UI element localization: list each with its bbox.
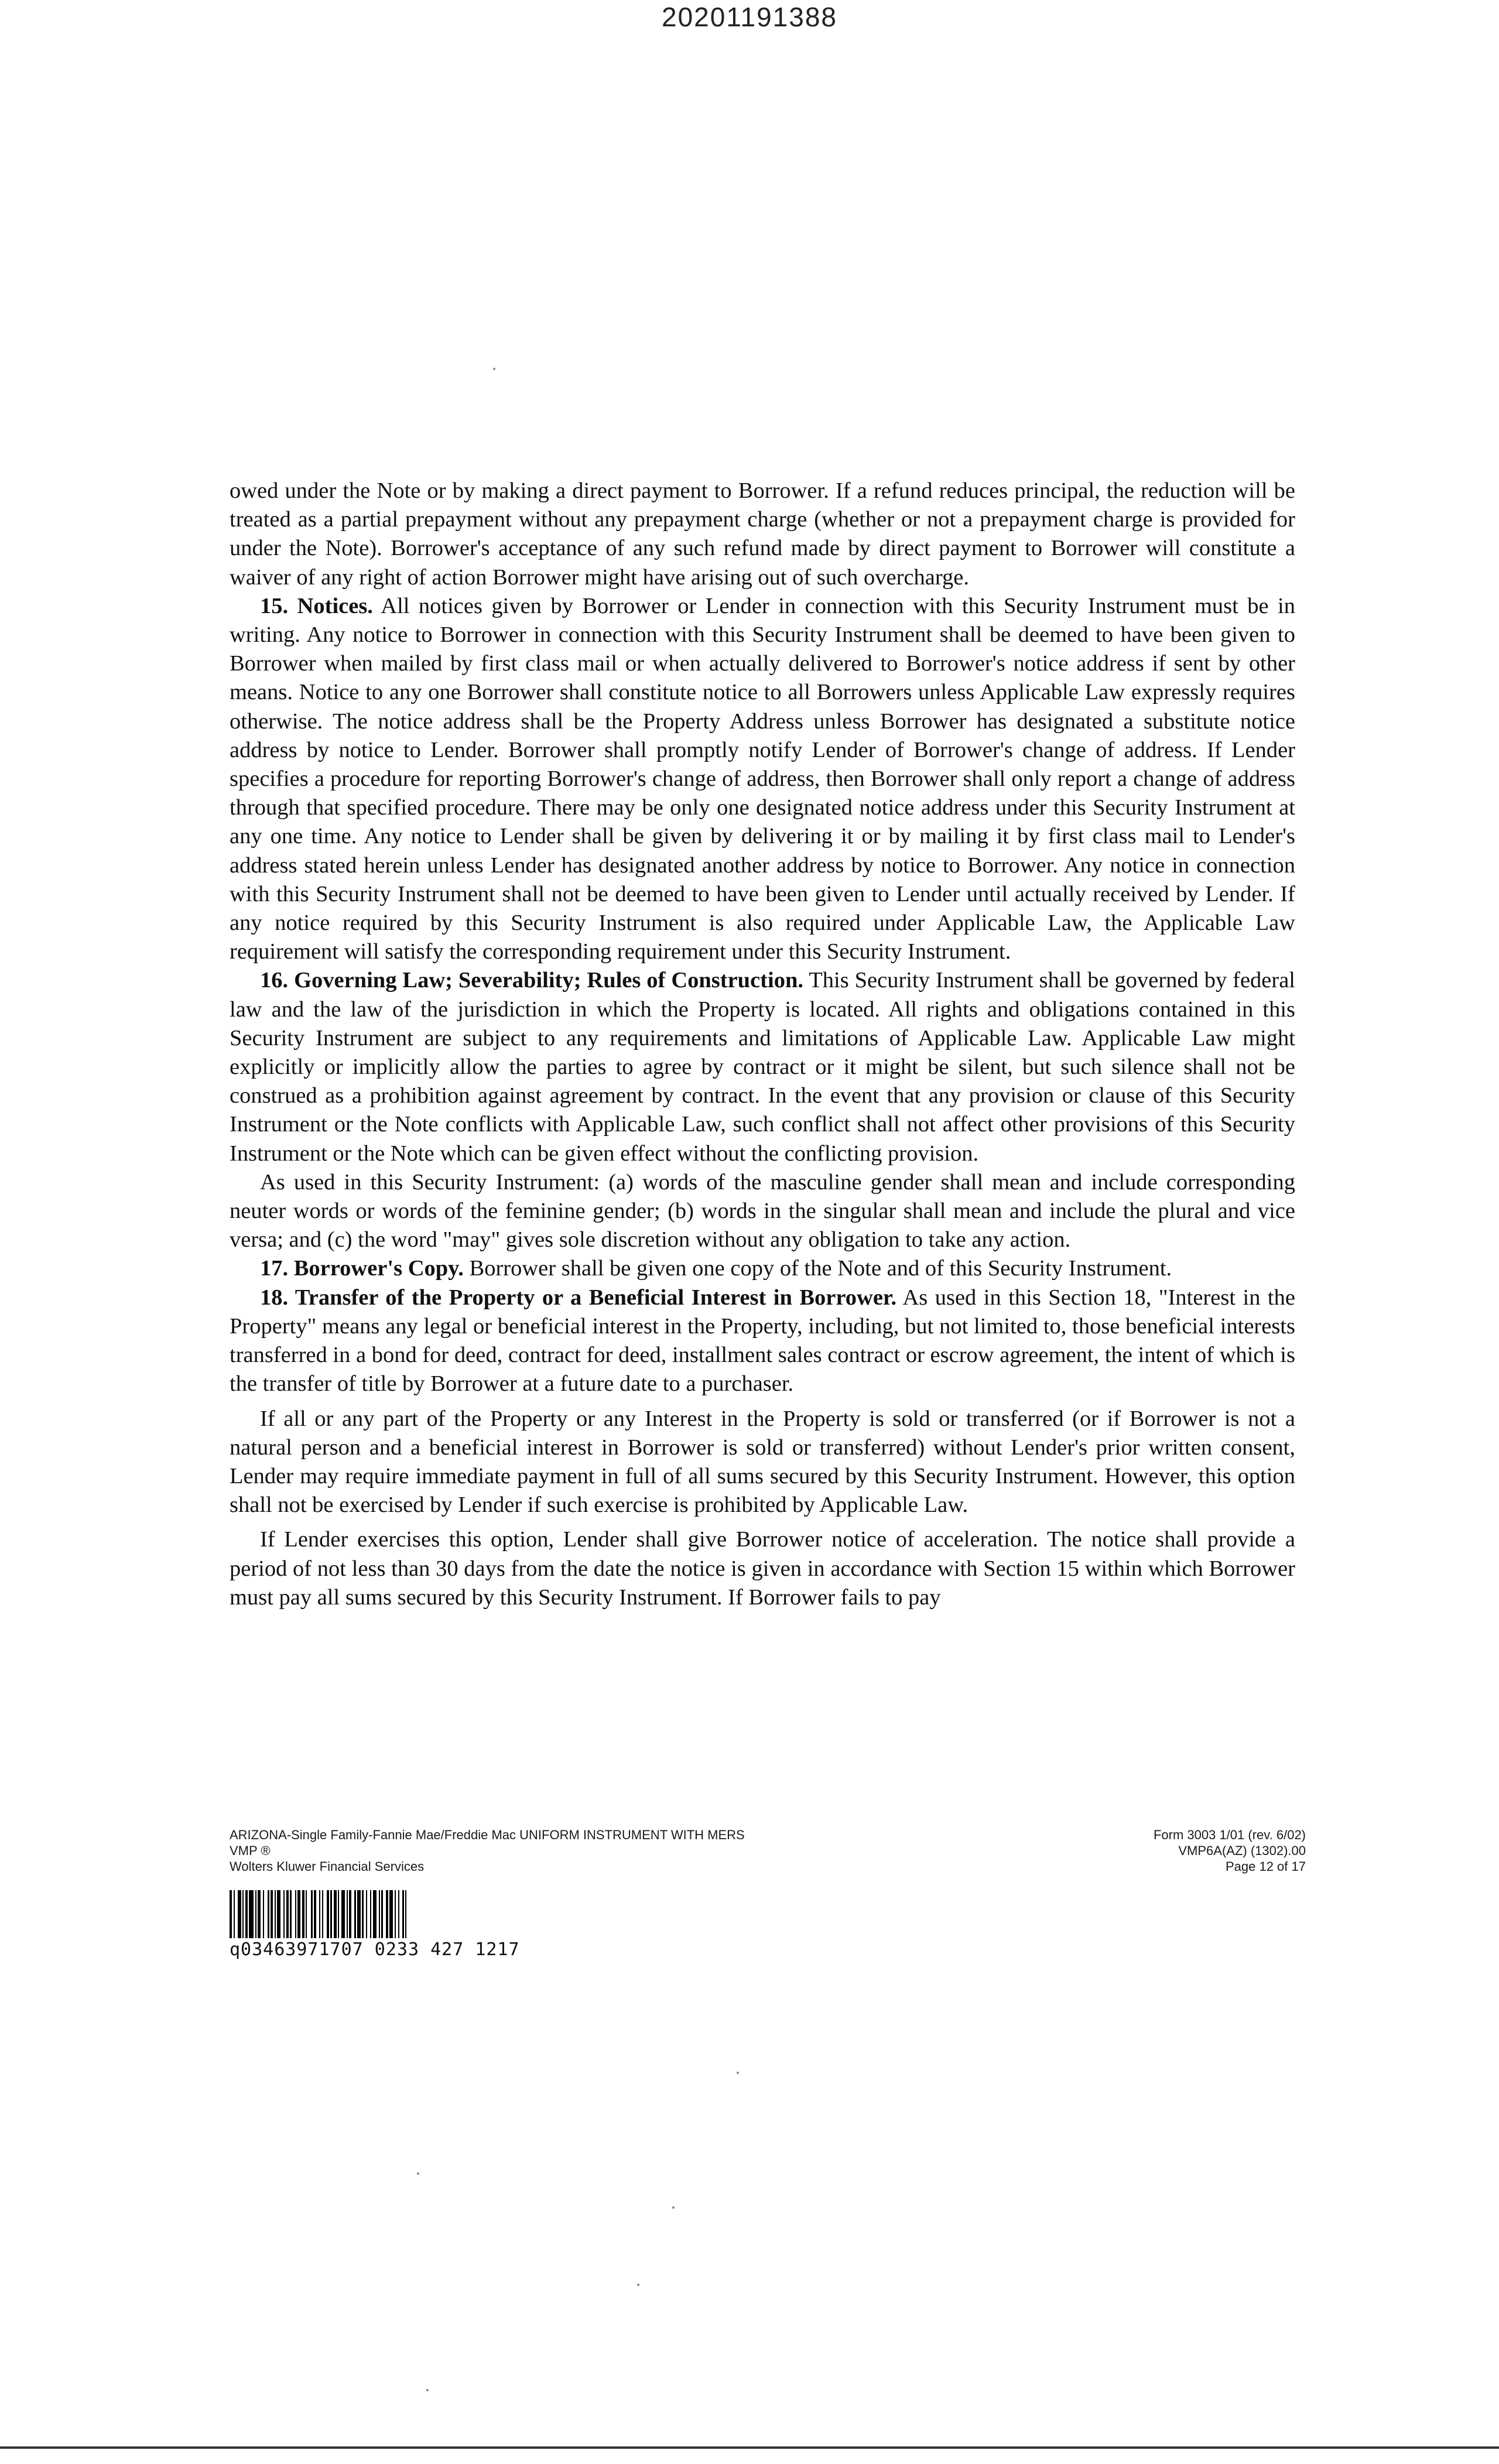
vmp-mark: VMP ® xyxy=(230,1843,271,1858)
barcode-space xyxy=(307,1890,311,1938)
form-number: Form 3003 1/01 (rev. 6/02) xyxy=(1153,1828,1306,1842)
paragraph-section-18 xyxy=(230,1284,1295,1399)
paragraph-text: This Security Instrument shall be governed by federal law and the law of the jurisdiction in which the Property is located. All rights and obligations contained in this Security Instrument are subject to any requirements and limitations of Applicable Law. Applicable Law might explicitly or implicitly allow the parties to agree by contract or it might be silent, but such silence shall not be construed as a prohibition against agreement by contract. In the event that any provision or clause of this Security Instrument or the Note conflicts with Applicable Law, such conflict shall not affect other provisions of this Security Instrument or the Note which can be given effect without the conflicting provision. xyxy=(230,968,1295,1166)
barcode xyxy=(230,1890,651,1938)
paragraph-section-18-acceleration xyxy=(230,1525,1295,1612)
paragraph-text: All notices given by Borrower or Lender in connection with this Security Instrument must be in writing. Any notice to Borrower in connection with this Security Instrument shall be deemed to have been given to Borrower when mailed by first class mail or when actually delivered to Borrower's notice address if sent by other means. Notice to any one Borrower shall constitute notice to all Borrowers unless Applicable Law expressly requires otherwise. The notice address shall be the Property Address unless Borrower has designated a substitute notice address by notice to Lender. Borrower shall promptly notify Lender of Borrower's change of address. If Lender specifies a procedure for reporting Borrower's change of address, then Borrower shall only report a change of address through that specified procedure. There may be only one designated notice address under this Security Instrument at any one time. Any notice to Lender shall be given by delivering it or by mailing it by first class mail to Lender's address stated herein unless Lender has designated another address by notice to Borrower. Any notice in connection with this Security Instrument shall not be deemed to have been given to Lender until actually received by Lender. If any notice required by this Security Instrument is also required under Applicable Law, the Applicable Law requirement will satisfy the corresponding requirement under this Security Instrument. xyxy=(230,593,1296,964)
section-heading: 15. Notices. xyxy=(260,593,373,618)
scan-speck xyxy=(426,2389,429,2391)
paragraph-text: Borrower shall be given one copy of the Note and of this Security Instrument. xyxy=(469,1256,1172,1281)
scan-speck xyxy=(493,368,495,370)
bottom-rule xyxy=(0,2446,1499,2449)
paragraph-refund-continuation xyxy=(230,477,1295,592)
publisher-name: Wolters Kluwer Financial Services xyxy=(230,1859,425,1874)
barcode-block xyxy=(230,1890,651,1960)
form-code: VMP6A(AZ) (1302).00 xyxy=(1178,1843,1306,1858)
paragraph-section-16-definitions xyxy=(230,1168,1295,1255)
document-body xyxy=(230,477,1295,1612)
page-number: Page 12 of 17 xyxy=(1225,1859,1306,1874)
section-heading: 17. Borrower's Copy. xyxy=(260,1256,464,1281)
paragraph-text: If all or any part of the Property or any Interest in the Property is sold or transferred (or if Borrower is not a natural person and a beneficial interest in Borrower is sold or transferred) without Lender's prior written consent, Lender may require immediate payment in full of all sums secured by this Security Instrument. However, this option shall not be exercised by Lender if such exercise is prohibited by Applicable Law. xyxy=(230,1406,1295,1518)
paragraph-section-15 xyxy=(230,592,1295,967)
paragraph-text: owed under the Note or by making a direct payment to Borrower. If a refund reduces principal, the reduction will be treated as a partial prepayment without any prepayment charge (whether or not a prepayment charge is provided for under the Note). Borrower's acceptance of any such refund made by direct payment to Borrower will constitute a waiver of any right of action Borrower might have arising out of such overcharge. xyxy=(230,478,1295,590)
barcode-space xyxy=(406,1890,410,1938)
form-title: ARIZONA-Single Family-Fannie Mae/Freddie Mac UNIFORM INSTRUMENT WITH MERS xyxy=(230,1828,745,1842)
paragraph-text: As used in this Section 18, "Interest in the Property" means any legal or beneficial interest in the Property, including, but not limited to, those beneficial interests transferred in a bond for deed, contract for deed, installment sales contract or escrow agreement, the intent of which is the transfer of title by Borrower at a future date to a purchaser. xyxy=(230,1285,1295,1397)
scan-speck xyxy=(417,2172,419,2175)
recording-number: 20201191388 xyxy=(662,2,837,32)
barcode-number: q03463971707 0233 427 1217 xyxy=(230,1939,520,1960)
footer-left xyxy=(230,1827,932,1874)
paragraph-section-17 xyxy=(230,1254,1295,1283)
section-heading: 16. Governing Law; Severability; Rules of Construction. xyxy=(260,968,803,993)
footer-right xyxy=(1072,1827,1306,1874)
paragraph-section-18-transfer xyxy=(230,1405,1295,1520)
scan-speck xyxy=(637,2284,639,2286)
section-heading: 18. Transfer of the Property or a Beneficial Interest in Borrower. xyxy=(260,1285,897,1310)
scan-speck xyxy=(737,2072,739,2074)
paragraph-text: As used in this Security Instrument: (a) words of the masculine gender shall mean and include corresponding neuter words or words of the feminine gender; (b) words in the singular shall mean and include the plural and vice versa; and (c) the word "may" gives sole discretion without any obligation to take any action. xyxy=(230,1169,1295,1252)
barcode-bar xyxy=(249,1890,254,1938)
paragraph-text: If Lender exercises this option, Lender shall give Borrower notice of acceleration. The notice shall provide a period of not less than 30 days from the date the notice is given in accordance with Section 15 within which Borrower must pay all sums secured by this Security Instrument. If Borrower fails to pay xyxy=(230,1527,1295,1610)
paragraph-section-16 xyxy=(230,966,1295,1168)
scan-speck xyxy=(672,2206,675,2209)
